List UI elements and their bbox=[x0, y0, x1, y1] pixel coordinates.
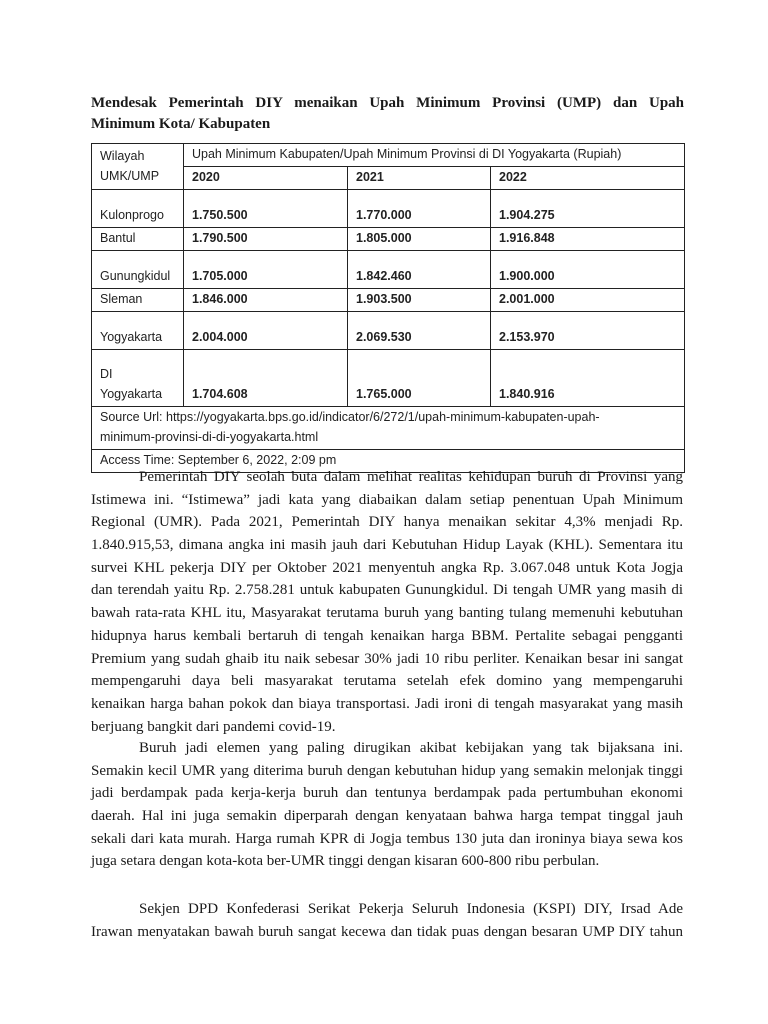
paragraph-line: Pemerintah DIY seolah buta dalam melihat realitas kehidupan buruh di Provinsi yang bbox=[139, 469, 683, 485]
value-cell: 1.916.848 bbox=[491, 228, 685, 251]
paragraph-line: dan terendah yaitu Rp. 2.758.281 untuk kabupaten Gunungkidul. Di tengah UMR yang masih di bbox=[91, 582, 683, 599]
value-cell: 1.705.000 bbox=[184, 251, 348, 289]
title-line-2: Minimum Kota/ Kabupaten bbox=[91, 116, 271, 132]
value-cell: 1.846.000 bbox=[184, 289, 348, 312]
paragraph-2 bbox=[91, 737, 683, 873]
table-row bbox=[92, 190, 685, 228]
paragraph-line: Premium yang sudah ghaib itu naik sebesar 30% jadi 10 ribu perliter. Kenaikan besar ini sangat bbox=[91, 650, 683, 667]
value-cell: 2.153.970 bbox=[491, 312, 685, 350]
year-header: 2021 bbox=[348, 167, 491, 190]
source-url bbox=[92, 407, 685, 450]
value-cell: 1.900.000 bbox=[491, 251, 685, 289]
value-cell: 1.790.500 bbox=[184, 228, 348, 251]
region-cell: Gunungkidul bbox=[92, 251, 184, 289]
source-line: Source Url: https://yogyakarta.bps.go.id/indicator/6/272/1/upah-minimum-kabupaten-upah- bbox=[100, 410, 600, 424]
paragraph-line: sekali dari kata murah. Harga rumah KPR di Jogja tembus 130 juta dan ironinya biaya sewa kos bbox=[91, 830, 683, 847]
value-cell: 2.069.530 bbox=[348, 312, 491, 350]
region-header bbox=[92, 144, 184, 190]
region-header-line: UMK/UMP bbox=[100, 168, 160, 183]
wage-table bbox=[91, 143, 685, 473]
paragraph-line: Istimewa ini. “Istimewa” jadi kata yang diabaikan dalam setiap penentuan Upah Minimum bbox=[91, 491, 683, 508]
paragraph-line: daerah. Hal ini juga semakin diperparah dengan kenyataan bahwa harga tempat tinggal jauh bbox=[91, 808, 683, 825]
paragraph-line: juga setara dengan kota-kota ber-UMR tinggi dengan kisaran 600-800 ribu perbulan. bbox=[91, 853, 600, 870]
year-header: 2020 bbox=[184, 167, 348, 190]
access-time: Access Time: September 6, 2022, 2:09 pm bbox=[92, 450, 685, 473]
paragraph-line: hidupnya harus kembali bertaruh di tengah kenaikan harga BBM. Pertalite sebagai pengganti bbox=[91, 627, 683, 644]
source-row bbox=[92, 407, 685, 450]
year-header: 2022 bbox=[491, 167, 685, 190]
paragraph-line: Sekjen DPD Konfederasi Serikat Pekerja Seluruh Indonesia (KSPI) DIY, Irsad Ade bbox=[139, 901, 683, 917]
paragraph-line: Semakin kecil UMR yang diterima buruh dengan kebutuhan hidup yang semakin melonjak tinggi bbox=[91, 762, 683, 779]
region-cell bbox=[92, 350, 184, 407]
value-cell: 1.904.275 bbox=[491, 190, 685, 228]
value-cell: 2.001.000 bbox=[491, 289, 685, 312]
paragraph-3 bbox=[91, 898, 683, 943]
group-header: Upah Minimum Kabupaten/Upah Minimum Provinsi di DI Yogyakarta (Rupiah) bbox=[184, 144, 685, 167]
value-cell: 1.842.460 bbox=[348, 251, 491, 289]
paragraph-line: survei KHL pekerja DIY per Oktober 2021 menyentuh angka Rp. 3.067.048 untuk Kota Jogja bbox=[91, 559, 683, 576]
region-line: Yogyakarta bbox=[100, 387, 163, 401]
paragraph-line: Buruh jadi elemen yang paling dirugikan akibat kebijakan yang tak bijaksana ini. bbox=[139, 740, 683, 756]
paragraph-line: Irawan menyatakan bawah buruh sangat kecewa dan tidak puas dengan besaran UMP DIY tahun bbox=[91, 923, 683, 940]
value-cell: 2.004.000 bbox=[184, 312, 348, 350]
paragraph-line: berjuang bangkit dari pandemi covid-19. bbox=[91, 718, 336, 735]
value-cell: 1.765.000 bbox=[348, 350, 491, 407]
table-row bbox=[92, 312, 685, 350]
paragraph-line: bawah rata-rata KHL itu, Masyarakat terutama buruh yang banting tulang memenuhi kebutuhan bbox=[91, 605, 683, 622]
value-cell: 1.750.500 bbox=[184, 190, 348, 228]
source-line: minimum-provinsi-di-di-yogyakarta.html bbox=[100, 430, 319, 444]
value-cell: 1.903.500 bbox=[348, 289, 491, 312]
value-cell: 1.770.000 bbox=[348, 190, 491, 228]
region-cell: Yogyakarta bbox=[92, 312, 184, 350]
table-row bbox=[92, 289, 685, 312]
value-cell: 1.840.916 bbox=[491, 350, 685, 407]
document-title bbox=[91, 93, 684, 135]
region-header-line: Wilayah bbox=[100, 148, 145, 163]
value-cell: 1.805.000 bbox=[348, 228, 491, 251]
paragraph-line: jadi berdampak pada kerja-kerja buruh dan tentunya berdampak pada pertumbuhan ekonomi bbox=[91, 785, 683, 802]
paragraph-line: mempengaruhi daya beli masyarakat terutama setelah efek domino yang mempengaruhi bbox=[91, 673, 683, 690]
region-cell: Kulonprogo bbox=[92, 190, 184, 228]
table-row bbox=[92, 228, 685, 251]
region-cell: Sleman bbox=[92, 289, 184, 312]
paragraph-line: kenaikan harga bahan pokok dan biaya transportasi. Jadi ironi di tengah masyarakat yang masih bbox=[91, 695, 683, 712]
region-line: DI bbox=[100, 367, 113, 381]
title-line-1: Mendesak Pemerintah DIY menaikan Upah Minimum Provinsi (UMP) dan Upah bbox=[91, 95, 684, 111]
table-row bbox=[92, 350, 685, 407]
paragraph-line: 1.840.915,53, dimana angka ini masih jauh dari Kebutuhan Hidup Layak (KHL). Sementara itu bbox=[91, 537, 683, 554]
paragraph-1 bbox=[91, 466, 683, 738]
value-cell: 1.704.608 bbox=[184, 350, 348, 407]
paragraph-line: Regional (UMR). Pada 2021, Pemerintah DIY hanya menaikan sekitar 4,3% menjadi Rp. bbox=[91, 514, 683, 531]
table-row bbox=[92, 251, 685, 289]
region-cell: Bantul bbox=[92, 228, 184, 251]
